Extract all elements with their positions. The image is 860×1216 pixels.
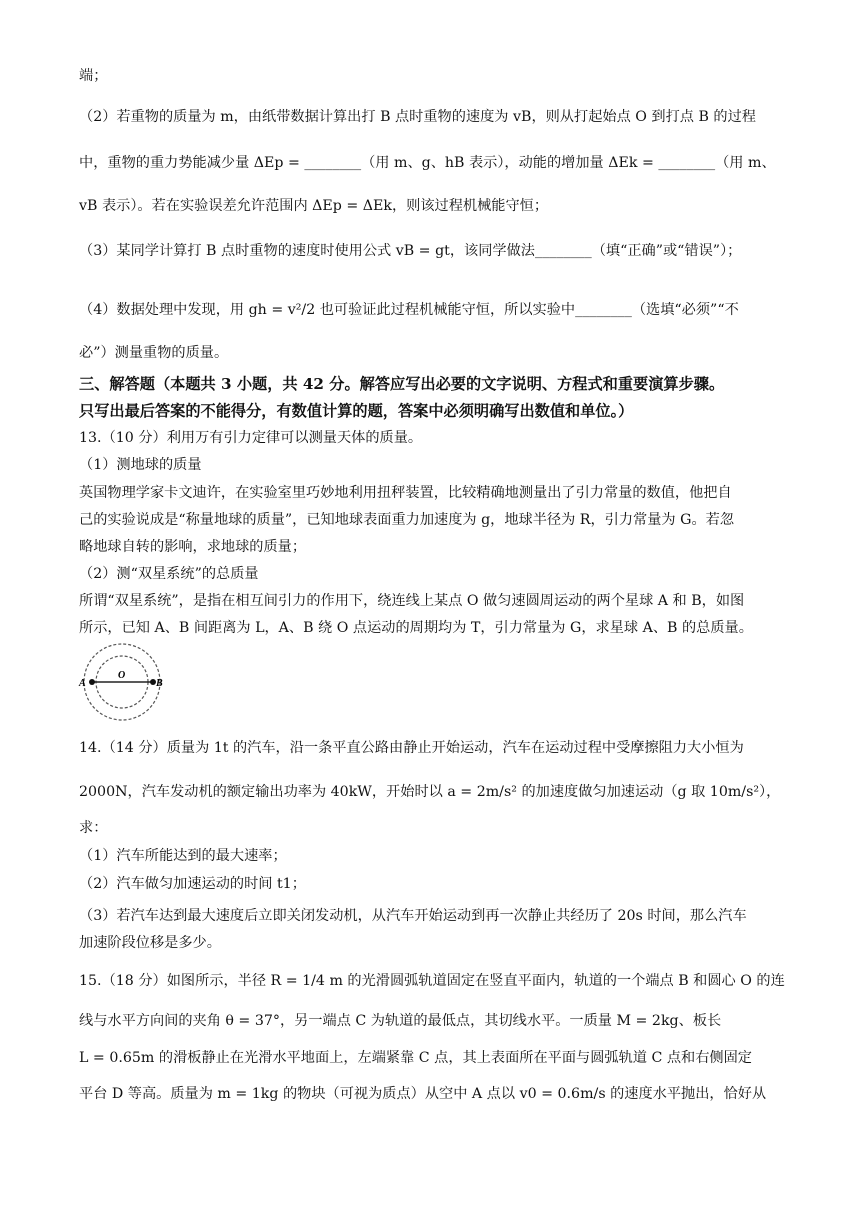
text-line: （2）测“双星系统”的总质量	[79, 566, 259, 582]
text-line: 己的实验说成是“称量地球的质量”，已知地球表面重力加速度为 g，地球半径为 R，引力常量为 G。若忽	[79, 512, 735, 528]
text-line: 中，重物的重力势能减少量 ΔEp = ________（用 m、g、hB 表示），动能的增加量 ΔEk = ________（用 m、	[79, 155, 776, 171]
question-title: 13.（10 分）利用万有引力定律可以测量天体的质量。	[79, 430, 423, 446]
text-line: L = 0.65m 的滑板静止在光滑水平地面上，左端紧靠 C 点，其上表面所在平面与圆弧轨道 C 点和右侧固定	[79, 1050, 752, 1066]
text-line: 平台 D 等高。质量为 m = 1kg 的物块（可视为质点）从空中 A 点以 v0 = 0.6m/s 的速度水平抛出，恰好从	[79, 1086, 767, 1102]
label-o: O	[118, 670, 126, 681]
text-line: （3）某同学计算打 B 点时重物的速度时使用公式 vB = gt，该同学做法________（填“正确”或“错误”）；	[79, 243, 742, 259]
text-line: （2）汽车做匀加速运动的时间 t1；	[79, 876, 306, 892]
text-line: 略地球自转的影响，求地球的质量；	[79, 539, 307, 555]
text-line: 2000N，汽车发动机的额定输出功率为 40kW，开始时以 a = 2m/s² 的加速度做匀加速运动（g 取 10m/s²），	[79, 784, 781, 800]
text-line: 所谓“双星系统”，是指在相互间引力的作用下，绕连线上某点 O 做匀速圆周运动的两个星球 A 和 B，如图	[79, 593, 745, 609]
text-line: 线与水平方向间的夹角 θ = 37°，另一端点 C 为轨道的最低点，其切线水平。一质量 M = 2kg、板长	[79, 1013, 722, 1029]
section-heading: 三、解答题（本题共 3 小题，共 42 分。解答应写出必要的文字说明、方程式和重要演算步骤。	[79, 375, 725, 393]
question-title: 14.（14 分）质量为 1t 的汽车，沿一条平直公路由静止开始运动，汽车在运动过程中受摩擦阻力大小恒为	[79, 740, 744, 756]
label-b: B	[156, 678, 163, 689]
text-line: vB 表示）。若在实验误差允许范围内 ΔEp = ΔEk，则该过程机械能守恒；	[79, 198, 549, 214]
text-line: 必”）测量重物的质量。	[79, 345, 229, 361]
text-line: 所示，已知 A、B 间距离为 L，A、B 绕 O 点运动的周期均为 T，引力常量为 G，求星球 A、B 的总质量。	[79, 620, 753, 636]
star-a	[89, 679, 95, 685]
text-line: 英国物理学家卡文迪许，在实验室里巧妙地利用扭秤装置，比较精确地测量出了引力常量的数值，他把自	[79, 485, 732, 501]
text-line: 加速阶段位移是多少。	[79, 935, 221, 951]
question-title: 15.（18 分）如图所示，半径 R = 1/4 m 的光滑圆弧轨道固定在竖直平面内，轨道的一个端点 B 和圆心 O 的连	[79, 973, 785, 989]
text-line: （1）汽车所能达到的最大速率；	[79, 848, 287, 864]
binary-star-figure	[78, 640, 178, 722]
text-line: 求：	[79, 820, 108, 836]
label-a: A	[79, 678, 86, 689]
section-heading: 只写出最后答案的不能得分，有数值计算的题，答案中必须明确写出数值和单位。）	[79, 402, 634, 420]
text-line: （2）若重物的质量为 m，由纸带数据计算出打 B 点时重物的速度为 vB，则从打起始点 O 到打点 B 的过程	[79, 109, 756, 125]
text-line: （1）测地球的质量	[79, 457, 202, 473]
text-line: 端；	[79, 68, 108, 84]
text-line: （3）若汽车达到最大速度后立即关闭发动机，从汽车开始运动到再一次静止共经历了 20s 时间，那么汽车	[79, 908, 747, 924]
text-line: （4）数据处理中发现，用 gh = v²/2 也可验证此过程机械能守恒，所以实验中________（选填“必须”“不	[79, 302, 739, 318]
